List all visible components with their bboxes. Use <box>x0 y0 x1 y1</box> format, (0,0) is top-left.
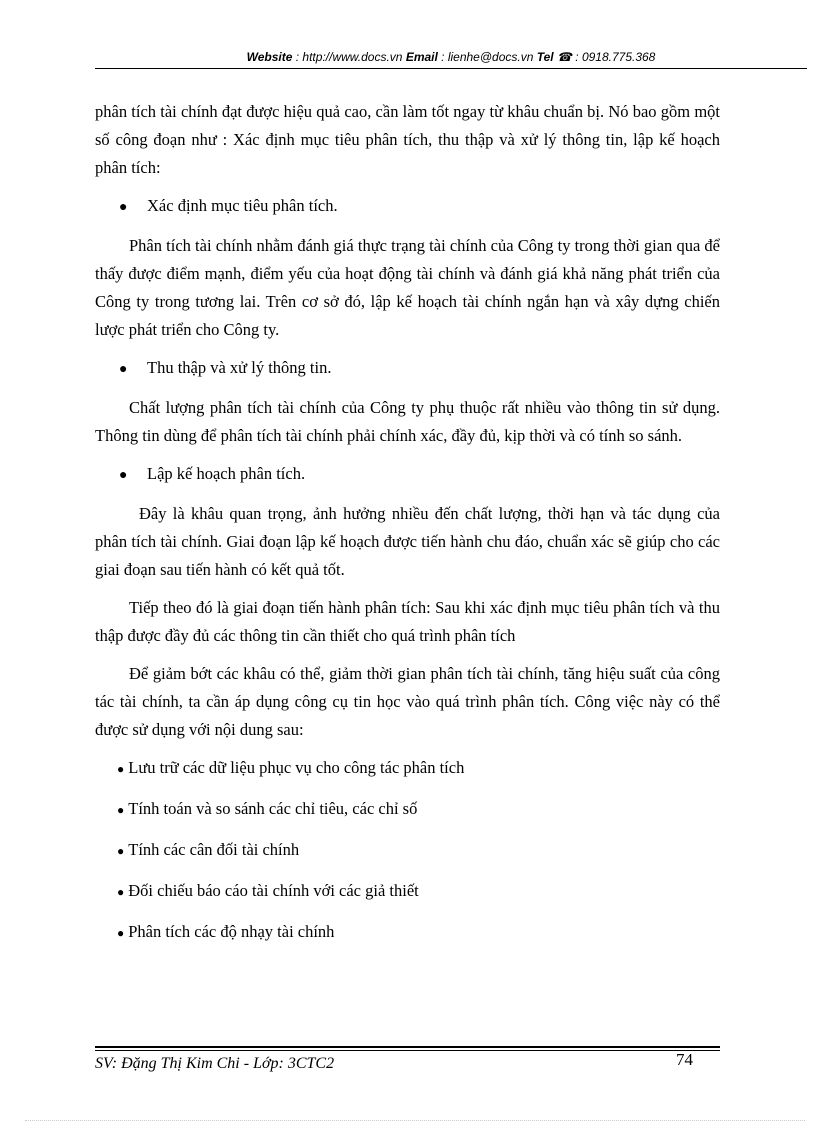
email-value: : lienhe@docs.vn <box>437 50 537 64</box>
list-item-text: Phân tích các độ nhạy tài chính <box>128 922 335 941</box>
bullet-icon: ● <box>117 885 125 899</box>
bullet-icon: ● <box>119 468 128 483</box>
bullet-text: Lập kế hoạch phân tích. <box>147 464 306 483</box>
page-number: 74 <box>676 1050 693 1069</box>
list-item-text: Tính toán và so sánh các chỉ tiêu, các chỉ số <box>128 799 418 818</box>
list-item <box>117 918 720 947</box>
list-item <box>117 877 720 906</box>
bullet-icon: ● <box>117 803 125 817</box>
footer-divider-thin <box>95 1050 720 1051</box>
tel-value: : 0918.775.368 <box>571 50 656 64</box>
bullet-icon: ● <box>117 844 125 858</box>
email-label: Email <box>405 50 438 64</box>
bullet-text: Thu thập và xử lý thông tin. <box>147 358 332 377</box>
bullet-icon: ● <box>117 762 125 776</box>
paragraph-planning: Đây là khâu quan trọng, ảnh hưởng nhiều đến chất lượng, thời hạn và tác dụng của phân tích tài chính. Giai đoạn lập kế hoạch được tiến hành chu đáo, chuẩn xác sẽ giúp cho các giai đoạn sau tiến hành có kết quả tốt. <box>95 504 720 579</box>
phone-icon: ☎ <box>556 50 572 64</box>
list-item-text: Lưu trữ các dữ liệu phục vụ cho công tác phân tích <box>128 758 465 777</box>
document-body <box>95 98 720 959</box>
paragraph-it-tools: Để giảm bớt các khâu có thể, giảm thời gian phân tích tài chính, tăng hiệu suất của công tác tài chính, ta cần áp dụng công cụ tin học vào quá trình phân tích. Công việc này có thể được sử dụng với nội dung sau: <box>95 664 720 739</box>
paragraph-next-step: Tiếp theo đó là giai đoạn tiến hành phân tích: Sau khi xác định mục tiêu phân tích và thu thập được đầy đủ các thông tin cần thiết cho quá trình phân tích <box>95 598 720 645</box>
website-label: Website <box>246 50 293 64</box>
list-item <box>117 836 720 865</box>
website-value: : http://www.docs.vn <box>292 50 406 64</box>
paragraph-intro: phân tích tài chính đạt được hiệu quả cao, cần làm tốt ngay từ khâu chuẩn bị. Nó bao gồm một số công đoạn như : Xác định mục tiêu phân tích, thu thập và xử lý thông tin, lập kế hoạch phân tích: <box>95 102 720 177</box>
page-edge-dots <box>25 1120 805 1121</box>
bullet-icon: ● <box>119 362 128 377</box>
bullet-text: Xác định mục tiêu phân tích. <box>147 196 338 215</box>
footer-divider <box>95 1046 720 1048</box>
footer-author: SV: Đặng Thị Kim Chi - Lớp: 3CTC2 <box>95 1055 335 1072</box>
list-item-text: Đối chiếu báo cáo tài chính với các giả thiết <box>128 881 419 900</box>
bullet-item <box>95 354 720 384</box>
task-list <box>95 754 720 947</box>
paragraph-objective: Phân tích tài chính nhằm đánh giá thực trạng tài chính của Công ty trong thời gian qua để thấy được điểm mạnh, điểm yếu của hoạt động tài chính và đánh giá khả năng phát triển của Công ty trong tương lai. Trên cơ sở đó, lập kế hoạch tài chính ngắn hạn và xây dựng chiến lược phát triển cho Công ty. <box>95 236 720 339</box>
bullet-item <box>95 460 720 490</box>
paragraph-information: Chất lượng phân tích tài chính của Công ty phụ thuộc rất nhiều vào thông tin sử dụng. Thông tin dùng để phân tích tài chính phải chính xác, đầy đủ, kịp thời và có tính so sánh. <box>95 398 720 445</box>
tel-label: Tel <box>536 50 554 64</box>
bullet-icon: ● <box>117 926 125 940</box>
list-item <box>117 754 720 783</box>
bullet-icon: ● <box>119 200 128 215</box>
page-header <box>95 50 807 64</box>
bullet-item <box>95 192 720 222</box>
list-item <box>117 795 720 824</box>
header-divider <box>95 68 807 69</box>
list-item-text: Tính các cân đối tài chính <box>128 840 300 859</box>
